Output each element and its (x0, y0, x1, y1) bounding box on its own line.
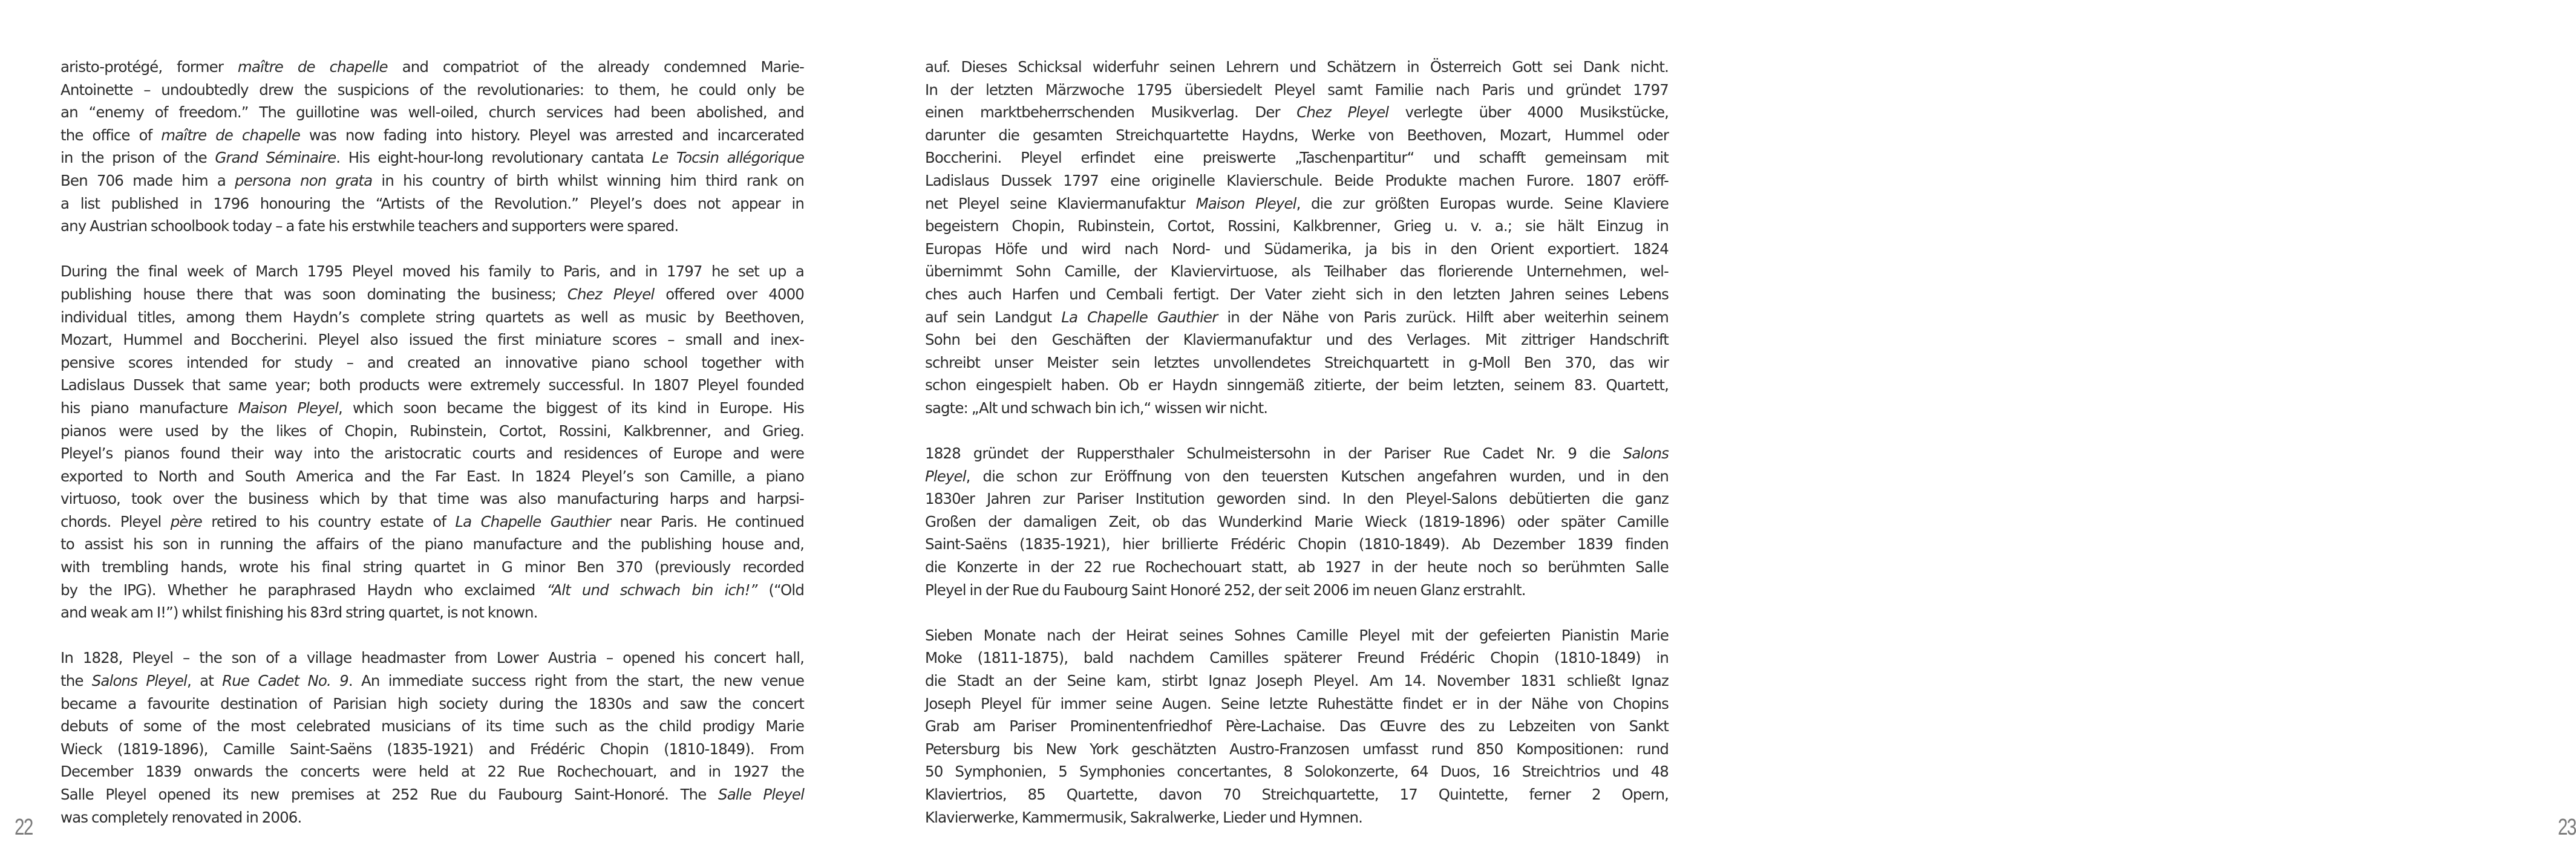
text-line (60, 306, 804, 329)
italic-text: Grand Séminaire (215, 149, 336, 167)
text-segment: verlegte über 4000 Musikstücke, (1388, 103, 1669, 122)
text-segment: , die schon zur Eröffnung von den teuersten Kutschen angefahren wurden, und in den (966, 467, 1669, 485)
text-line (925, 146, 1669, 169)
text-line (60, 420, 804, 443)
text-segment: Salle Pleyel opened its new premises at 252 Rue du Faubourg Saint-Honoré. The (60, 786, 719, 803)
text-segment: offered over 4000 (654, 285, 804, 303)
text-line (925, 56, 1669, 79)
italic-text: Maison Pleyel (238, 399, 338, 417)
text-segment: Sieben Monate nach der Heirat seines Sohnes Camille Pleyel mit der gefeierten Pianistin Marie (925, 626, 1669, 644)
text-segment: Mozart, Hummel and Boccherini. Pleyel also issued the first miniature scores – small and inex- (60, 331, 804, 349)
text-segment: debuts of some of the most celebrated musicians of its time such as the child prodigy Marie (60, 717, 804, 735)
text-line (60, 215, 804, 238)
text-column-german (925, 56, 1669, 852)
text-segment: Ben 706 made him a (60, 171, 235, 189)
text-line (60, 487, 804, 510)
text-segment: Joseph Pleyel für immer seine Augen. Seine letzte Ruhestätte findet er in der Nähe von Chopins (925, 694, 1669, 712)
text-segment: by the IPG). Whether he paraphrased Haydn who exclaimed (60, 581, 547, 599)
text-segment: sagte: „Alt und schwach bin ich,“ wissen wir nicht. (925, 399, 1268, 417)
text-line (925, 260, 1669, 283)
paragraph (60, 647, 804, 829)
text-segment: . An immediate success right from the start, the new venue (348, 672, 804, 690)
text-segment: Moke (1811-1875), bald nachdem Camilles späterer Freund Frédéric Chopin (1810-1849) in (925, 649, 1669, 667)
text-segment: schon eingespielt haben. Ob er Haydn sinngemäß zitierte, der beim letzten, seinem 83. Quartett, (925, 376, 1669, 394)
italic-text: Salons (1623, 445, 1669, 463)
text-segment: . His eight-hour-long revolutionary cantata (336, 149, 652, 167)
text-segment: , which soon became the biggest of its kind in Europe. His (338, 399, 804, 417)
text-line (925, 79, 1669, 102)
text-line (60, 260, 804, 283)
text-segment: ches auch Harfen und Cembali fertigt. Der Vater zieht sich in den letzten Jahren seines Lebens (925, 285, 1669, 303)
text-segment: to assist his son in running the affairs of the piano manufacture and the publishing house and, (60, 535, 804, 553)
text-column-english (60, 56, 804, 852)
text-line (60, 760, 804, 783)
text-line (60, 442, 804, 465)
italic-text: La Chapelle Gauthier (1061, 308, 1218, 326)
text-line (925, 579, 1669, 602)
text-line (60, 79, 804, 102)
italic-text: maître de chapelle (161, 126, 301, 144)
text-segment: exported to North and South America and the Far East. In 1824 Pleyel’s son Camille, a piano (60, 467, 804, 485)
text-segment: Ladislaus Dussek 1797 eine originelle Klavierschule. Beide Produkte machen Furore. 1807 eröff- (925, 171, 1669, 189)
text-segment: pianos were used by the likes of Chopin, Rubinstein, Cortot, Rossini, Kalkbrenner, and Grieg. (60, 422, 804, 440)
text-segment: Klaviertrios, 85 Quartette, davon 70 Streichquartette, 17 Quintette, ferner 2 Opern, (925, 786, 1669, 803)
text-line (60, 283, 804, 306)
page-left (0, 0, 865, 857)
text-line (60, 715, 804, 738)
text-segment: net Pleyel seine Klaviermanufaktur (925, 194, 1196, 212)
italic-text: Chez Pleyel (1296, 103, 1389, 122)
italic-text: Salons Pleyel (91, 672, 187, 690)
text-line (925, 806, 1669, 829)
text-line (60, 192, 804, 215)
text-segment: December 1839 onwards the concerts were held at 22 Rue Rochechouart, and in 1927 the (60, 763, 804, 781)
text-segment: 1830er Jahren zur Pariser Institution geworden sind. In den Pleyel-Salons debütierten die ganz (925, 490, 1669, 508)
paragraph (60, 260, 804, 624)
text-line (60, 692, 804, 715)
text-segment: an “enemy of freedom.” The guillotine was well-oiled, church services had been abolished, and (60, 103, 804, 122)
text-segment: übernimmt Sohn Camille, der Klaviervirtuose, als Teilhaber das florierende Unternehmen, wel- (925, 262, 1669, 281)
text-segment: Ladislaus Dussek that same year; both products were extremely successful. In 1807 Pleyel founded (60, 376, 804, 394)
italic-text: père (170, 512, 202, 530)
text-line (925, 351, 1669, 374)
text-segment: in his country of birth whilst winning him third rank on (372, 171, 804, 189)
text-line (925, 328, 1669, 351)
text-line (60, 146, 804, 169)
text-segment: and weak am I!”) whilst finishing his 83rd string quartet, is not known. (60, 604, 538, 622)
text-line (60, 169, 804, 192)
text-segment: Europas Höfe und wird nach Nord- und Südamerika, ja bis in den Orient exportiert. 1824 (925, 240, 1669, 258)
text-line (925, 647, 1669, 670)
text-line (60, 738, 804, 761)
text-segment: aristo-protégé, former (60, 58, 238, 76)
text-segment: chords. Pleyel (60, 512, 171, 530)
text-segment: die Stadt an der Seine kam, stirbt Ignaz Joseph Pleyel. Am 14. November 1831 schließt Ignaz (925, 672, 1669, 690)
text-segment: darunter die gesamten Streichquartette Haydns, Werke von Beethoven, Mozart, Hummel oder (925, 126, 1669, 144)
paragraph (925, 442, 1669, 601)
text-line (925, 192, 1669, 215)
italic-text: Chez Pleyel (567, 285, 655, 303)
text-segment: Großen der damaligen Zeit, ob das Wunderkind Marie Wieck (1819-1896) oder später Camille (925, 512, 1669, 530)
text-line (925, 238, 1669, 261)
text-segment: pensive scores intended for study – and created an innovative piano school together with (60, 353, 804, 371)
text-segment: During the final week of March 1795 Pleyel moved his family to Paris, and in 1797 he set up a (60, 262, 804, 281)
text-line (925, 692, 1669, 715)
page-right (865, 0, 2576, 857)
text-line (925, 487, 1669, 510)
text-line (925, 101, 1669, 124)
text-line (60, 579, 804, 602)
text-segment: and compatriot of the already condemned Marie- (387, 58, 804, 76)
text-segment: einen marktbeherrschenden Musikverlag. Der (925, 103, 1297, 122)
italic-text: Rue Cadet No. 9 (222, 672, 348, 690)
text-line (60, 670, 804, 692)
text-line (60, 601, 804, 624)
text-segment: schreibt unser Meister sein letztes unvollendetes Streichquartett in g-Moll Ben 370, das wir (925, 353, 1669, 371)
text-segment: near Paris. He continued (610, 512, 804, 530)
text-line (925, 124, 1669, 147)
text-line (925, 533, 1669, 556)
italic-text: Le Tocsin allégorique (652, 149, 804, 167)
text-line (60, 806, 804, 829)
text-line (60, 397, 804, 420)
text-segment: , die zur größten Europas wurde. Seine Klaviere (1296, 194, 1669, 212)
text-line (60, 510, 804, 533)
text-segment: 1828 gründet der Ruppersthaler Schulmeistersohn in der Pariser Rue Cadet Nr. 9 die (925, 445, 1623, 463)
text-segment: any Austrian schoolbook today – a fate his erstwhile teachers and supporters were spared. (60, 217, 679, 235)
text-line (60, 328, 804, 351)
text-line (60, 124, 804, 147)
text-segment: the office of (60, 126, 162, 144)
text-segment: In der letzten Märzwoche 1795 übersiedelt Pleyel samt Familie nach Paris und gründet 1797 (925, 80, 1669, 99)
text-segment: auf. Dieses Schicksal widerfuhr seinen Lehrern und Schätzern in Österreich Gott sei Dank nicht. (925, 58, 1669, 76)
text-line (925, 306, 1669, 329)
text-line (925, 760, 1669, 783)
text-segment: begeistern Chopin, Rubinstein, Cortot, Rossini, Kalkbrenner, Grieg u. v. a.; sie hält Einzug in (925, 217, 1669, 235)
text-segment: , at (186, 672, 223, 690)
text-segment: Boccherini. Pleyel erfindet eine preiswerte „Taschenpartitur“ und schafft gemeinsam mit (925, 149, 1669, 167)
text-segment: his piano manufacture (60, 399, 238, 417)
text-segment: the (60, 672, 92, 690)
text-segment: auf sein Landgut (925, 308, 1062, 326)
text-segment: Pleyel’s pianos found their way into the aristocratic courts and residences of Europe and were (60, 445, 804, 463)
text-segment: virtuoso, took over the business which by that time was also manufacturing harps and harpsi- (60, 490, 804, 508)
paragraph (925, 56, 1669, 420)
text-line (925, 738, 1669, 761)
text-line (925, 510, 1669, 533)
text-segment: Petersburg bis New York geschätzten Austro-Franzosen umfasst rund 850 Kompositionen: rund (925, 740, 1669, 758)
text-line (60, 533, 804, 556)
text-segment: was now fading into history. Pleyel was arrested and incarcerated (300, 126, 804, 144)
text-segment: individual titles, among them Haydn’s complete string quartets as well as music by Beethoven, (60, 308, 804, 326)
text-segment: with trembling hands, wrote his final string quartet in G minor Ben 370 (previously recorded (60, 558, 804, 576)
italic-text: Maison Pleyel (1195, 194, 1296, 212)
text-line (925, 465, 1669, 488)
italic-text: “Alt und schwach bin ich!” (546, 581, 757, 599)
text-line (925, 624, 1669, 647)
text-segment: was completely renovated in 2006. (60, 808, 302, 826)
text-segment: retired to his country estate of (201, 512, 456, 530)
paragraph (60, 56, 804, 238)
paragraph (925, 624, 1669, 829)
text-line (925, 283, 1669, 306)
text-segment: in the prison of the (60, 149, 215, 167)
text-line (925, 670, 1669, 692)
text-line (60, 56, 804, 79)
text-line (60, 647, 804, 670)
text-line (60, 465, 804, 488)
text-segment: 50 Symphonien, 5 Symphonies concertantes, 8 Solokonzerte, 64 Duos, 16 Streichtrios und 48 (925, 763, 1669, 781)
text-line (60, 783, 804, 806)
text-line (60, 351, 804, 374)
text-line (60, 374, 804, 397)
text-line (925, 556, 1669, 579)
text-segment: In 1828, Pleyel – the son of a village headmaster from Lower Austria – opened his concert hall, (60, 649, 804, 667)
italic-text: persona non grata (235, 171, 373, 189)
page-number-right: 23 (2558, 815, 2576, 840)
text-segment: (“Old (757, 581, 804, 599)
text-segment: Saint-Saëns (1835-1921), hier brillierte Frédéric Chopin (1810-1849). Ab Dezember 1839 finden (925, 535, 1669, 553)
text-segment: a list published in 1796 honouring the “Artists of the Revolution.” Pleyel’s does not appear in (60, 194, 804, 212)
text-line (925, 715, 1669, 738)
text-segment: Antoinette – undoubtedly drew the suspicions of the revolutionaries: to them, he could only be (60, 80, 804, 99)
text-line (925, 442, 1669, 465)
text-segment: Pleyel in der Rue du Faubourg Saint Honoré 252, der seit 2006 im neuen Glanz erstrahlt. (925, 581, 1526, 599)
italic-text: Salle Pleyel (718, 786, 804, 803)
text-segment: Grab am Pariser Prominentenfriedhof Père-Lachaise. Das Œuvre des zu Lebzeiten von Sankt (925, 717, 1669, 735)
text-segment: became a favourite destination of Parisian high society during the 1830s and saw the concert (60, 694, 804, 712)
text-line (925, 374, 1669, 397)
text-segment: Wieck (1819-1896), Camille Saint-Saëns (1835-1921) and Frédéric Chopin (1810-1849). From (60, 740, 804, 758)
text-line (925, 397, 1669, 420)
text-segment: in der Nähe von Paris zurück. Hilft aber weiterhin seinem (1217, 308, 1669, 326)
text-segment: publishing house there that was soon dominating the business; (60, 285, 567, 303)
italic-text: La Chapelle Gauthier (455, 512, 611, 530)
text-line (925, 783, 1669, 806)
page-number-left: 22 (15, 815, 33, 840)
text-segment: die Konzerte in der 22 rue Rochechouart statt, ab 1927 in der heute noch so berühmten Salle (925, 558, 1669, 576)
text-line (925, 169, 1669, 192)
text-line (60, 101, 804, 124)
italic-text: Pleyel (925, 467, 966, 485)
text-line (925, 215, 1669, 238)
text-segment: Klavierwerke, Kammermusik, Sakralwerke, Lieder und Hymnen. (925, 808, 1363, 826)
italic-text: maître de chapelle (237, 58, 388, 76)
text-line (60, 556, 804, 579)
text-segment: Sohn bei den Geschäften der Klaviermanufaktur und des Verlages. Mit zittriger Handschrift (925, 331, 1669, 349)
